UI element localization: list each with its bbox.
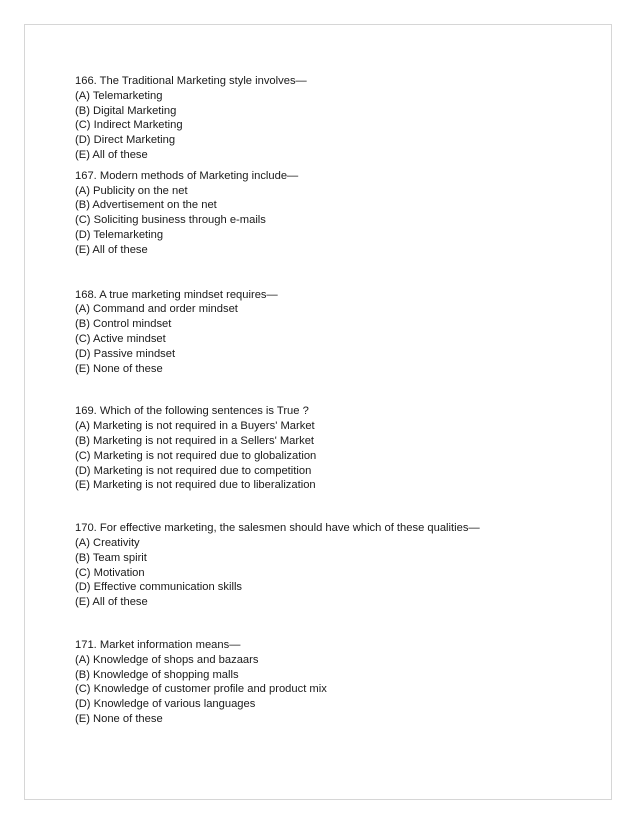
option-d: (D) Telemarketing xyxy=(75,228,164,241)
question-168 xyxy=(75,288,595,377)
option-c: (C) Knowledge of customer profile and product mix xyxy=(75,683,327,696)
option-a: (A) Knowledge of shops and bazaars xyxy=(75,653,259,666)
option-c: (C) Marketing is not required due to globalization xyxy=(75,449,317,462)
question-list xyxy=(75,74,595,727)
question-text: 169. Which of the following sentences is True ? xyxy=(75,405,309,418)
option-a: (A) Publicity on the net xyxy=(75,184,188,197)
question-170 xyxy=(75,521,595,610)
option-d: (D) Knowledge of various languages xyxy=(75,698,256,711)
option-e: (E) None of these xyxy=(75,362,163,375)
option-e: (E) All of these xyxy=(75,148,148,161)
option-d: (D) Passive mindset xyxy=(75,347,176,360)
option-c: (C) Motivation xyxy=(75,566,145,579)
option-e: (E) All of these xyxy=(75,243,148,256)
question-text: 167. Modern methods of Marketing include— xyxy=(75,169,299,182)
option-a: (A) Marketing is not required in a Buyers' Market xyxy=(75,420,315,433)
question-171 xyxy=(75,638,595,727)
option-a: (A) Creativity xyxy=(75,536,140,549)
question-text: 170. For effective marketing, the salesmen should have which of these qualities— xyxy=(75,522,480,535)
option-b: (B) Marketing is not required in a Sellers' Market xyxy=(75,434,315,447)
question-text: 166. The Traditional Marketing style involves— xyxy=(75,75,307,87)
question-167 xyxy=(75,169,595,258)
option-e: (E) All of these xyxy=(75,596,148,609)
option-e: (E) None of these xyxy=(75,712,163,725)
option-c: (C) Soliciting business through e-mails xyxy=(75,214,266,227)
option-d: (D) Marketing is not required due to competition xyxy=(75,464,312,477)
option-b: (B) Digital Marketing xyxy=(75,104,177,117)
option-c: (C) Indirect Marketing xyxy=(75,119,183,132)
option-d: (D) Direct Marketing xyxy=(75,134,176,147)
option-a: (A) Command and order mindset xyxy=(75,303,238,316)
option-c: (C) Active mindset xyxy=(75,332,166,345)
document-page xyxy=(24,24,612,800)
question-text: 168. A true marketing mindset requires— xyxy=(75,288,278,301)
option-b: (B) Advertisement on the net xyxy=(75,199,217,212)
option-d: (D) Effective communication skills xyxy=(75,581,243,594)
option-b: (B) Control mindset xyxy=(75,318,172,331)
question-166 xyxy=(75,74,595,163)
option-b: (B) Knowledge of shopping malls xyxy=(75,668,239,681)
option-a: (A) Telemarketing xyxy=(75,89,163,102)
question-169 xyxy=(75,404,595,493)
option-e: (E) Marketing is not required due to liberalization xyxy=(75,479,316,492)
question-text: 171. Market information means— xyxy=(75,638,241,651)
option-b: (B) Team spirit xyxy=(75,551,147,564)
